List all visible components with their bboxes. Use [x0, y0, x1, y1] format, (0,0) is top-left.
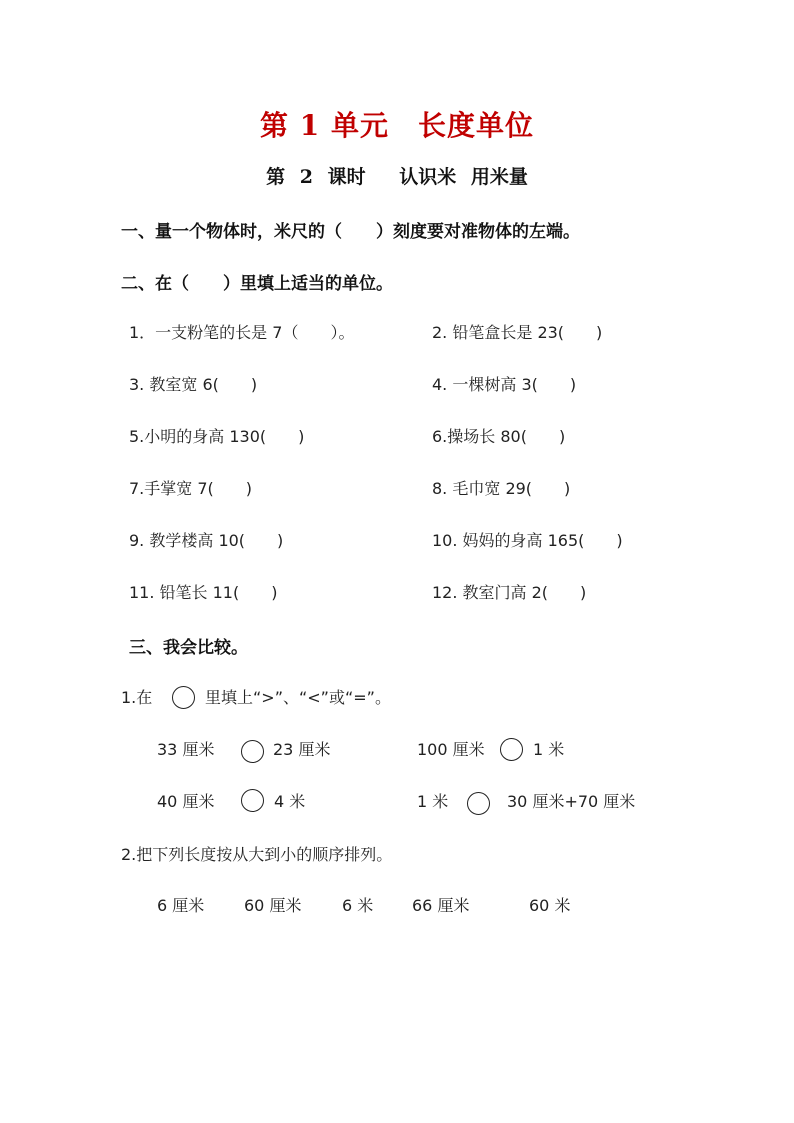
compare-instruction-suffix: 里填上“>”、“<”或“=”。	[205, 688, 391, 707]
compare-left-value: 40 厘米	[157, 792, 215, 811]
compare-right-value: 30 厘米+70 厘米	[507, 792, 636, 811]
fill-unit-item: 7.手掌宽 7( )	[129, 479, 253, 498]
length-value: 66 厘米	[412, 896, 470, 915]
compare-circle-input[interactable]	[241, 789, 264, 812]
compare-circle-input[interactable]	[467, 792, 490, 815]
page-title: 第 1 单元 长度单位	[260, 109, 534, 142]
fill-unit-item: 5.小明的身高 130( )	[129, 427, 305, 446]
compare-right-value: 4 米	[274, 792, 306, 811]
compare-left-value: 1 米	[417, 792, 449, 811]
fill-unit-item: 11. 铅笔长 11( )	[129, 583, 278, 602]
answer-circle-icon	[172, 686, 195, 709]
fill-unit-item: 2. 铅笔盒长是 23( )	[432, 323, 603, 342]
question-2-heading: 二、在（ ）里填上适当的单位。	[121, 274, 393, 294]
compare-right-value: 23 厘米	[273, 740, 331, 759]
question-3-heading: 三、我会比较。	[129, 638, 248, 658]
compare-right-value: 1 米	[533, 740, 565, 759]
fill-unit-item: 12. 教室门高 2( )	[432, 583, 587, 602]
compare-left-value: 33 厘米	[157, 740, 215, 759]
fill-unit-item: 1．一支粉笔的长是 7（ ）。	[129, 323, 355, 342]
fill-unit-item: 4. 一棵树高 3( )	[432, 375, 577, 394]
lesson-subtitle: 第 2 课时 认识米 用米量	[266, 166, 528, 188]
order-instruction: 2.把下列长度按从大到小的顺序排列。	[121, 845, 393, 864]
compare-circle-input[interactable]	[500, 738, 523, 761]
fill-unit-item: 3. 教室宽 6( )	[129, 375, 258, 394]
fill-unit-item: 6.操场长 80( )	[432, 427, 566, 446]
fill-unit-item: 9. 教学楼高 10( )	[129, 531, 284, 550]
length-value: 60 米	[529, 896, 571, 915]
compare-circle-input[interactable]	[241, 740, 264, 763]
length-value: 6 厘米	[157, 896, 205, 915]
question-1: 一、量一个物体时，米尺的（ ）刻度要对准物体的左端。	[121, 222, 580, 242]
fill-unit-item: 8. 毛巾宽 29( )	[432, 479, 571, 498]
compare-instruction-prefix: 1.在	[121, 688, 153, 707]
compare-left-value: 100 厘米	[417, 740, 485, 759]
length-value: 6 米	[342, 896, 374, 915]
fill-unit-item: 10. 妈妈的身高 165( )	[432, 531, 623, 550]
length-value: 60 厘米	[244, 896, 302, 915]
